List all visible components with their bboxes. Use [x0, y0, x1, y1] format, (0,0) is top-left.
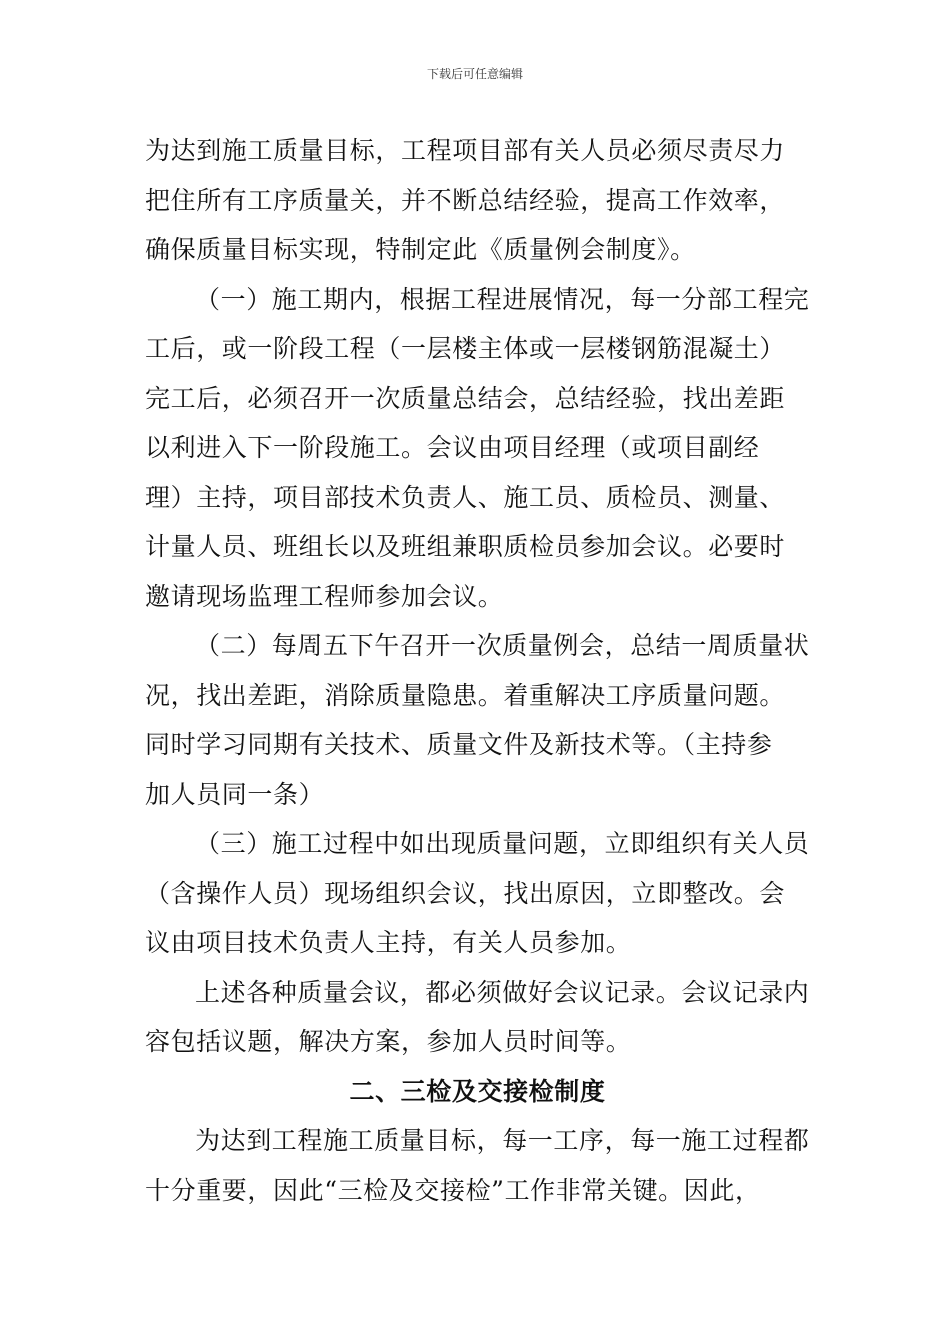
document-body: [145, 126, 810, 1215]
paragraph-three-start: （三）施工过程中如出现质量问题，立即组织有关人员: [195, 829, 810, 858]
paragraph-one-start: （一）施工期内，根据工程进展情况，每一分部工程完: [195, 284, 810, 314]
body-line: （含操作人员）现场组织会议，找出原因，立即整改。会: [145, 878, 786, 908]
section-paragraph-start: 为达到工程施工质量目标，每一工序，每一施工过程都: [195, 1126, 810, 1155]
body-line: 把住所有工序质量关，并不断总结经验，提高工作效率，: [145, 185, 786, 215]
body-line: 十分重要，因此“三检及交接检”工作非常关键。因此，: [145, 1175, 761, 1205]
body-line: 况，找出差距，消除质量隐患。着重解决工序质量问题。: [145, 680, 786, 710]
section-heading: 二、三检及交接检制度: [349, 1076, 606, 1106]
body-line: 议由项目技术负责人主持，有关人员参加。: [145, 928, 632, 957]
body-line: 确保质量目标实现，特制定此《质量例会制度》。: [145, 235, 696, 264]
page-header: 下载后可任意编辑: [426, 67, 523, 81]
body-line: 以利进入下一阶段施工。会议由项目经理（或项目副经: [145, 433, 760, 462]
body-line: 完工后，必须召开一次质量总结会，总结经验，找出差距: [145, 383, 786, 413]
body-line: 加人员同一条）: [145, 779, 325, 809]
body-line: 工后，或一阶段工程（一层楼主体或一层楼钢筋混凝土）: [145, 334, 786, 363]
body-line: 同时学习同期有关技术、质量文件及新技术等。（主持参: [145, 730, 773, 759]
body-line: 计量人员、班组长以及班组兼职质检员参加会议。必要时: [145, 532, 786, 561]
paragraph-two-start: （二）每周五下午召开一次质量例会，总结一周质量状: [195, 631, 810, 660]
body-line: 为达到施工质量目标，工程项目部有关人员必须尽责尽力: [145, 136, 786, 165]
body-line: 理）主持，项目部技术负责人、施工员、质检员、测量、: [145, 482, 786, 512]
body-line: 邀请现场监理工程师参加会议。: [145, 581, 504, 611]
body-line: 容包括议题，解决方案，参加人员时间等。: [145, 1027, 632, 1056]
paragraph-summary-start: 上述各种质量会议，都必须做好会议记录。会议记录内: [195, 977, 810, 1007]
